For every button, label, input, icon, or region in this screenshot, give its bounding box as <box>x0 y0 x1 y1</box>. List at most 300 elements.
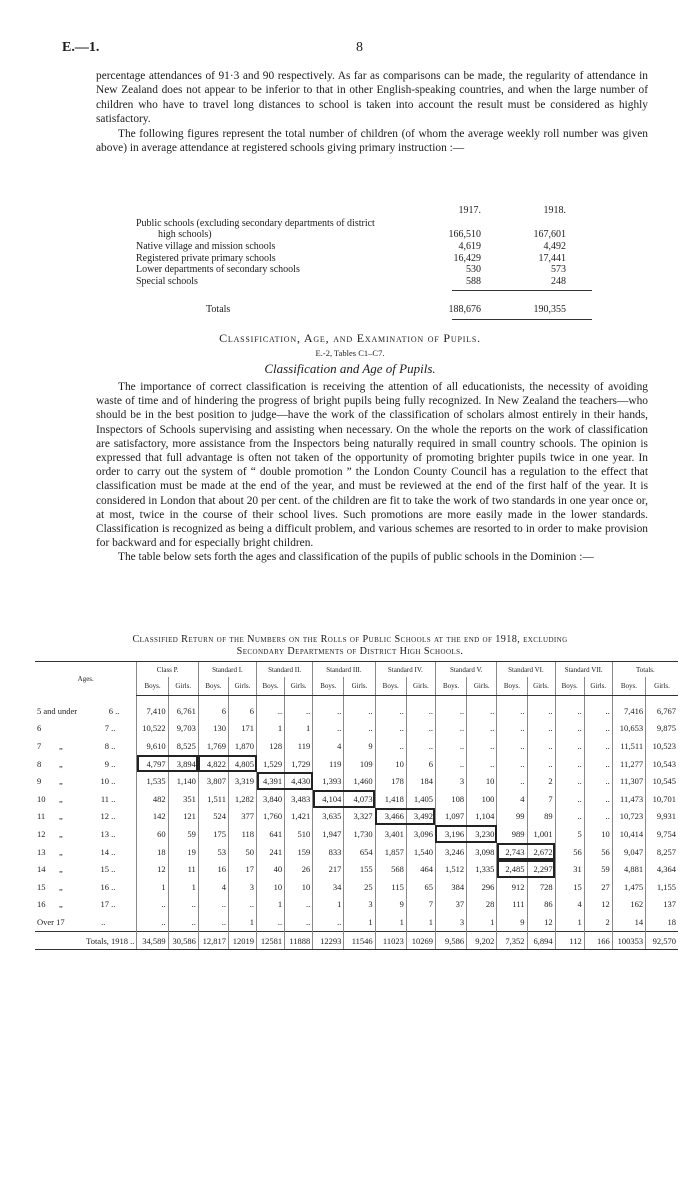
girls-cell: 2,672 <box>527 843 555 861</box>
section-subheading: Classification and Age of Pupils. <box>264 361 436 376</box>
girls-cell: .. <box>285 896 313 914</box>
attendance-1917: 588 <box>466 276 481 288</box>
girls-cell: .. <box>584 755 612 773</box>
attendance-label: Registered private primary schools <box>136 252 276 264</box>
girls-cell: .. <box>467 720 497 738</box>
girls-cell: 10,545 <box>646 772 678 790</box>
girls-cell: .. <box>527 720 555 738</box>
boys-cell: .. <box>497 737 527 755</box>
boys-cell: .. <box>257 913 285 931</box>
boys-header: Boys. <box>435 677 466 696</box>
girls-total-cell: 166 <box>584 931 612 950</box>
boys-cell: .. <box>375 737 406 755</box>
girls-cell: 3,483 <box>285 790 313 808</box>
girls-cell: 10 <box>467 772 497 790</box>
section-heading: Classification, Age, and Examination of Pupils. <box>219 331 481 345</box>
girls-cell: .. <box>527 755 555 773</box>
boys-cell: .. <box>257 696 285 720</box>
boys-cell: .. <box>555 737 584 755</box>
age-cell: 9 „ 10 .. <box>37 776 116 787</box>
boys-cell: 119 <box>313 755 344 773</box>
boys-cell: 60 <box>137 825 168 843</box>
boys-cell: 482 <box>137 790 168 808</box>
table-row <box>35 790 678 808</box>
table-group-header <box>35 662 678 678</box>
boys-cell: 7,410 <box>137 696 168 720</box>
attendance-rule <box>452 319 592 320</box>
boys-cell: 4 <box>497 790 527 808</box>
girls-cell: 89 <box>527 808 555 826</box>
girls-cell: 4,073 <box>344 790 375 808</box>
age-cell: 16 „ 17 .. <box>37 899 116 910</box>
boys-cell: .. <box>497 755 527 773</box>
girls-cell: .. <box>406 696 435 720</box>
girls-cell: 1 <box>228 913 256 931</box>
boys-cell: .. <box>137 896 168 914</box>
boys-cell: 384 <box>435 878 466 896</box>
attendance-rule <box>452 290 592 291</box>
girls-cell: 1,540 <box>406 843 435 861</box>
boys-header: Boys. <box>555 677 584 696</box>
girls-cell: .. <box>285 696 313 720</box>
girls-cell: 26 <box>285 860 313 878</box>
girls-cell: 10,543 <box>646 755 678 773</box>
boys-cell: 115 <box>375 878 406 896</box>
girls-cell: 6,761 <box>168 696 198 720</box>
girls-cell: 137 <box>646 896 678 914</box>
boys-cell: 99 <box>497 808 527 826</box>
girls-cell: 121 <box>168 808 198 826</box>
girls-cell: 6 <box>406 755 435 773</box>
boys-cell: 9,610 <box>137 737 168 755</box>
girls-cell: 118 <box>228 825 256 843</box>
boys-cell: 4,391 <box>257 772 285 790</box>
boys-cell: .. <box>198 896 228 914</box>
totals-row <box>35 931 678 950</box>
attendance-rule-row <box>136 316 586 320</box>
girls-cell: 27 <box>584 878 612 896</box>
attendance-total-1918: 190,355 <box>533 303 566 315</box>
girls-cell: 464 <box>406 860 435 878</box>
attendance-1918: 167,601 <box>533 229 566 241</box>
girls-cell: 4,805 <box>228 755 256 773</box>
girls-header: Girls. <box>406 677 435 696</box>
boys-cell: 4,797 <box>137 755 168 773</box>
table-row <box>35 843 678 861</box>
girls-cell: 6,767 <box>646 696 678 720</box>
age-cell: 5 and under 6 .. <box>37 705 120 716</box>
group-header: Totals. <box>612 662 678 678</box>
attendance-totals-label: Totals <box>206 303 231 315</box>
girls-cell: 65 <box>406 878 435 896</box>
document-reference: E.—1. <box>62 40 100 55</box>
boys-cell: 568 <box>375 860 406 878</box>
girls-header: Girls. <box>228 677 256 696</box>
boys-cell: 11,473 <box>612 790 645 808</box>
girls-header: Girls. <box>344 677 375 696</box>
boys-cell: 1 <box>555 913 584 931</box>
boys-cell: 142 <box>137 808 168 826</box>
boys-cell: 1,511 <box>198 790 228 808</box>
table-title <box>30 634 670 658</box>
girls-cell: 159 <box>285 843 313 861</box>
girls-cell: 1,335 <box>467 860 497 878</box>
girls-cell: 59 <box>168 825 198 843</box>
boys-cell: .. <box>497 772 527 790</box>
girls-cell: .. <box>344 696 375 720</box>
age-cell: 12 „ 13 .. <box>37 828 116 839</box>
boys-cell: 3,196 <box>435 825 466 843</box>
girls-cell: 10,701 <box>646 790 678 808</box>
girls-cell: 6 <box>228 696 256 720</box>
attendance-1917: 16,429 <box>453 252 481 264</box>
boys-total-cell: 12581 <box>257 931 285 950</box>
boys-cell: 16 <box>198 860 228 878</box>
girls-cell: 10,523 <box>646 737 678 755</box>
girls-cell: 1,421 <box>285 808 313 826</box>
attendance-rule-row <box>136 288 586 292</box>
girls-cell: 1,730 <box>344 825 375 843</box>
table-row <box>35 772 678 790</box>
attendance-1917: 530 <box>466 264 481 276</box>
girls-cell: 296 <box>467 878 497 896</box>
girls-total-cell: 30,586 <box>168 931 198 950</box>
attendance-table <box>136 206 586 320</box>
girls-cell: 510 <box>285 825 313 843</box>
girls-cell: 1 <box>168 878 198 896</box>
boys-cell: 1,529 <box>257 755 285 773</box>
age-cell: 15 „ 16 .. <box>37 881 116 892</box>
attendance-1918: 248 <box>551 276 566 288</box>
boys-cell: 130 <box>198 720 228 738</box>
boys-cell: 3,635 <box>313 808 344 826</box>
boys-total-cell: 112 <box>555 931 584 950</box>
boys-cell: 641 <box>257 825 285 843</box>
boys-cell: 4,881 <box>612 860 645 878</box>
girls-cell: .. <box>584 737 612 755</box>
girls-cell: .. <box>168 896 198 914</box>
boys-header: Boys. <box>198 677 228 696</box>
girls-cell: 1,140 <box>168 772 198 790</box>
boys-cell: 111 <box>497 896 527 914</box>
boys-cell: 1 <box>257 896 285 914</box>
girls-cell: 18 <box>646 913 678 931</box>
girls-cell: .. <box>584 772 612 790</box>
girls-cell: .. <box>285 913 313 931</box>
boys-cell: 1,097 <box>435 808 466 826</box>
girls-cell: 1,001 <box>527 825 555 843</box>
boys-cell: .. <box>375 720 406 738</box>
boys-cell: 10,522 <box>137 720 168 738</box>
girls-header: Girls. <box>584 677 612 696</box>
girls-cell: .. <box>467 737 497 755</box>
girls-cell: 56 <box>584 843 612 861</box>
boys-cell: 217 <box>313 860 344 878</box>
attendance-label: Public schools (excluding secondary departments of district <box>136 217 375 229</box>
girls-cell: 1 <box>467 913 497 931</box>
boys-cell: 1 <box>375 913 406 931</box>
girls-cell: .. <box>527 696 555 720</box>
girls-cell: 9,754 <box>646 825 678 843</box>
boys-total-cell: 12293 <box>313 931 344 950</box>
group-header: Standard IV. <box>375 662 435 678</box>
girls-cell: 654 <box>344 843 375 861</box>
tables-reference: E.-2, Tables C1–C7. <box>315 348 385 358</box>
boys-cell: 6 <box>198 696 228 720</box>
boys-cell: 1,857 <box>375 843 406 861</box>
girls-header: Girls. <box>168 677 198 696</box>
girls-cell: 7 <box>527 790 555 808</box>
boys-cell: 53 <box>198 843 228 861</box>
table-row <box>35 913 678 931</box>
boys-cell: 1,418 <box>375 790 406 808</box>
boys-cell: 40 <box>257 860 285 878</box>
attendance-row <box>136 241 586 253</box>
girls-cell: 2,297 <box>527 860 555 878</box>
girls-cell: 1,870 <box>228 737 256 755</box>
year-1917-header: 1917. <box>458 205 481 216</box>
boys-cell: .. <box>555 790 584 808</box>
boys-cell: 56 <box>555 843 584 861</box>
boys-cell: 12 <box>137 860 168 878</box>
attendance-1918: 4,492 <box>543 241 566 253</box>
boys-cell: 37 <box>435 896 466 914</box>
attendance-row <box>136 229 586 241</box>
table-row <box>35 755 678 773</box>
boys-total-cell: 9,586 <box>435 931 466 950</box>
girls-cell: 10 <box>584 825 612 843</box>
girls-cell: 3,098 <box>467 843 497 861</box>
girls-cell: 9 <box>344 737 375 755</box>
girls-cell: 1 <box>344 913 375 931</box>
attendance-row <box>136 276 586 288</box>
group-header: Standard II. <box>257 662 313 678</box>
girls-cell: 17 <box>228 860 256 878</box>
boys-cell: 1,535 <box>137 772 168 790</box>
boys-cell: .. <box>435 696 466 720</box>
girls-cell: 25 <box>344 878 375 896</box>
boys-cell: 108 <box>435 790 466 808</box>
girls-cell: .. <box>467 696 497 720</box>
girls-cell: .. <box>406 737 435 755</box>
boys-cell: .. <box>313 720 344 738</box>
attendance-header <box>136 206 586 218</box>
boys-header: Boys. <box>257 677 285 696</box>
girls-cell: 3,327 <box>344 808 375 826</box>
group-header: Standard I. <box>198 662 256 678</box>
girls-cell: 3,492 <box>406 808 435 826</box>
boys-total-cell: 12,817 <box>198 931 228 950</box>
girls-cell: 9,875 <box>646 720 678 738</box>
age-cell: 14 „ 15 .. <box>37 864 116 875</box>
girls-cell: 12 <box>527 913 555 931</box>
girls-header: Girls. <box>646 677 678 696</box>
boys-cell: 10 <box>375 755 406 773</box>
girls-cell: .. <box>584 808 612 826</box>
boys-cell: 3,401 <box>375 825 406 843</box>
girls-cell: .. <box>584 696 612 720</box>
boys-cell: 3 <box>435 913 466 931</box>
boys-cell: 14 <box>612 913 645 931</box>
boys-header: Boys. <box>313 677 344 696</box>
girls-cell: 2 <box>527 772 555 790</box>
girls-cell: 86 <box>527 896 555 914</box>
boys-cell: .. <box>555 808 584 826</box>
boys-cell: 11,511 <box>612 737 645 755</box>
girls-cell: 10 <box>285 878 313 896</box>
boys-cell: 34 <box>313 878 344 896</box>
girls-cell: 7 <box>406 896 435 914</box>
girls-total-cell: 11888 <box>285 931 313 950</box>
page-number: 8 <box>356 40 363 55</box>
boys-cell: 1 <box>313 896 344 914</box>
group-header: Standard VI. <box>497 662 555 678</box>
boys-cell: .. <box>137 913 168 931</box>
girls-cell: 3 <box>228 878 256 896</box>
boys-header: Boys. <box>497 677 527 696</box>
girls-cell: 8,525 <box>168 737 198 755</box>
group-header: Standard III. <box>313 662 375 678</box>
girls-cell: 109 <box>344 755 375 773</box>
table-row <box>35 860 678 878</box>
boys-cell: .. <box>497 720 527 738</box>
boys-cell: 175 <box>198 825 228 843</box>
girls-cell: 1,104 <box>467 808 497 826</box>
boys-cell: 989 <box>497 825 527 843</box>
boys-cell: 1,947 <box>313 825 344 843</box>
attendance-1917: 166,510 <box>448 229 481 241</box>
boys-cell: 10 <box>257 878 285 896</box>
girls-cell: 9,931 <box>646 808 678 826</box>
boys-cell: .. <box>555 772 584 790</box>
girls-cell: 11 <box>168 860 198 878</box>
attendance-1917: 4,619 <box>458 241 481 253</box>
boys-cell: 4 <box>555 896 584 914</box>
girls-header: Girls. <box>285 677 313 696</box>
boys-cell: 3,807 <box>198 772 228 790</box>
boys-cell: .. <box>435 720 466 738</box>
boys-cell: 9 <box>375 896 406 914</box>
girls-cell: 100 <box>467 790 497 808</box>
boys-cell: .. <box>435 737 466 755</box>
boys-cell: 241 <box>257 843 285 861</box>
girls-cell: .. <box>584 720 612 738</box>
girls-total-cell: 11546 <box>344 931 375 950</box>
boys-cell: 3,840 <box>257 790 285 808</box>
boys-total-cell: 100353 <box>612 931 645 950</box>
girls-total-cell: 10269 <box>406 931 435 950</box>
girls-cell: 3,230 <box>467 825 497 843</box>
boys-total-cell: 7,352 <box>497 931 527 950</box>
girls-cell: 3,894 <box>168 755 198 773</box>
girls-cell: 1,405 <box>406 790 435 808</box>
boys-cell: 11,277 <box>612 755 645 773</box>
girls-cell: 9,703 <box>168 720 198 738</box>
table-row <box>35 696 678 720</box>
table-body <box>35 696 678 950</box>
girls-cell: 50 <box>228 843 256 861</box>
boys-cell: .. <box>198 913 228 931</box>
boys-cell: 4,822 <box>198 755 228 773</box>
boys-cell: 5 <box>555 825 584 843</box>
girls-cell: 2 <box>584 913 612 931</box>
girls-cell: 155 <box>344 860 375 878</box>
boys-cell: .. <box>435 755 466 773</box>
girls-cell: 1,460 <box>344 772 375 790</box>
boys-cell: 11,307 <box>612 772 645 790</box>
girls-header: Girls. <box>467 677 497 696</box>
boys-cell: 15 <box>555 878 584 896</box>
girls-cell: 119 <box>285 737 313 755</box>
girls-cell: 4,430 <box>285 772 313 790</box>
classification-paragraph-1: The importance of correct classification is receiving the attention of all educationists, the necessity of avoiding waste of time and of hindering the progress of bright pupils being fully recognized. In New Zealand the teachers—who should be in the best position to judge—have the work of the classification of scholars almost entirely in their hands, Inspectors of Schools supervising and assisting when necessary. On the whole the reports on the work of classification are satisfactory, more assistance from the Inspectors being naturally required in small country schools. The opinion is expressed that full advantage is often not taken of the opportunity of promoting brighter pupils twice in one year. In order to carry out the system of “ double promotion ” the London County Council has a regulation to the effect that classification must be made at the end of the year, and must be reviewed at the end of the first half of the year. It is considered in London that about 20 per cent. of the children are fit to take the work of two standards in one year once or, at most, twice in the course of their school lives. Such promotions are more easily made in the lower standards. Classification is recognized as being a difficult problem, and various schemes are resorted to in order to make provision for backward and for especially bright children. <box>96 381 648 550</box>
girls-cell: 8,257 <box>646 843 678 861</box>
table-row <box>35 896 678 914</box>
boys-cell: .. <box>555 755 584 773</box>
girls-cell: 1,282 <box>228 790 256 808</box>
boys-cell: .. <box>375 696 406 720</box>
girls-cell: 728 <box>527 878 555 896</box>
attendance-label: Special schools <box>136 276 198 288</box>
group-header: Standard V. <box>435 662 496 678</box>
boys-cell: .. <box>555 720 584 738</box>
table-row <box>35 720 678 738</box>
girls-cell: 59 <box>584 860 612 878</box>
classified-return-table <box>35 661 678 950</box>
age-cell: 6 7 .. <box>37 723 116 734</box>
boys-cell: .. <box>313 913 344 931</box>
attendance-1918: 17,441 <box>538 252 566 264</box>
boys-cell: 912 <box>497 878 527 896</box>
boys-cell: 1 <box>257 720 285 738</box>
attendance-row <box>136 218 586 230</box>
boys-cell: 2,743 <box>497 843 527 861</box>
boys-cell: 3,466 <box>375 808 406 826</box>
group-header: Class P. <box>137 662 198 678</box>
attendance-label: Native village and mission schools <box>136 241 276 253</box>
totals-label: Totals, 1918 .. <box>35 931 137 950</box>
boys-cell: 162 <box>612 896 645 914</box>
boys-cell: .. <box>497 696 527 720</box>
boys-cell: 7,416 <box>612 696 645 720</box>
girls-cell: .. <box>168 913 198 931</box>
girls-total-cell: 92,570 <box>646 931 678 950</box>
age-cell: 11 „ 12 .. <box>37 811 116 822</box>
boys-cell: 2,485 <box>497 860 527 878</box>
boys-cell: 1,760 <box>257 808 285 826</box>
table-row <box>35 808 678 826</box>
attendance-1918: 573 <box>551 264 566 276</box>
attendance-total-1917: 188,676 <box>448 303 481 315</box>
girls-cell: 3,319 <box>228 772 256 790</box>
girls-total-cell: 9,202 <box>467 931 497 950</box>
boys-header: Boys. <box>612 677 645 696</box>
intro-paragraph-1: percentage attendances of 91·3 and 90 respectively. As far as comparisons can be made, the regularity of attendance in New Zealand does not appear to be inferior to that in other English-speaking countries, and when the large number of children who have to travel long distances to school is taken into account the result must be considered as highly satisfactory. <box>96 70 648 126</box>
girls-cell: 377 <box>228 808 256 826</box>
attendance-totals-row <box>136 304 586 316</box>
intro-text <box>96 69 648 155</box>
classification-text <box>96 380 648 565</box>
attendance-row <box>136 264 586 276</box>
table-title-line-1: Classified Return of the Numbers on the Rolls of Public Schools at the end of 1918, excluding <box>132 634 568 645</box>
table-row <box>35 825 678 843</box>
classification-paragraph-2: The table below sets forth the ages and classification of the pupils of public schools in the Dominion :— <box>118 551 594 564</box>
boys-cell: 1 <box>137 878 168 896</box>
age-cell: 10 „ 11 .. <box>37 793 116 804</box>
boys-cell: 3,246 <box>435 843 466 861</box>
girls-cell: 1 <box>406 913 435 931</box>
boys-header: Boys. <box>375 677 406 696</box>
